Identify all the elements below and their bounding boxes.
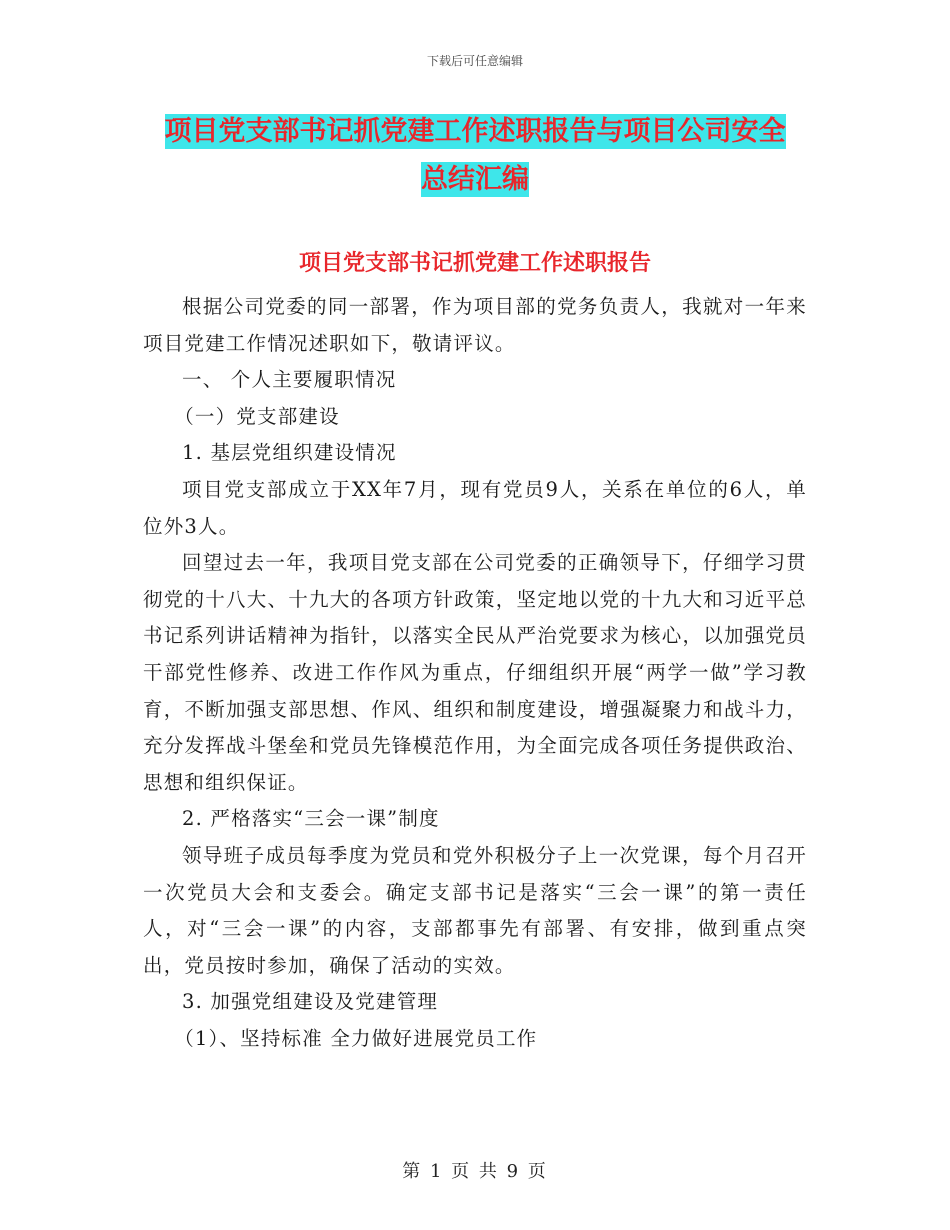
document-title-line-1: 项目党支部书记抓党建工作述职报告与项目公司安全 bbox=[164, 116, 786, 147]
document-title-line-2: 总结汇编 bbox=[421, 164, 529, 195]
header-note: 下载后可任意编辑 bbox=[426, 54, 523, 68]
paragraph-body: 回望过去一年，我项目党支部在公司党委的正确领导下，仔细学习贯彻党的十八大、十九大的各项方针政策，坚定地以党的十九大和习近平总书记系列讲话精神为指针，以落实全民从严治党要求为核心，以加强党员干部党性修养、改进工作作风为重点，仔细组织开展“两学一做”学习教育，不断加强支部思想、作风、组织和制度建设，增强凝聚力和战斗力，充分发挥战斗堡垒和党员先锋模范作用，为全面完成各项任务提供政治、思想和组织保证。 bbox=[143, 551, 807, 794]
paragraph-body: 项目党支部成立于XX年7月，现有党员9人，关系在单位的6人，单位外3人。 bbox=[143, 477, 807, 538]
heading-level-3: 1. 基层党组织建设情况 bbox=[182, 441, 397, 465]
paragraph-body: 领导班子成员每季度为党员和党外积极分子上一次党课，每个月召开一次党员大会和支委会。确定支部书记是落实“三会一课”的第一责任人，对“三会一课”的内容，支部都事先有部署、有安排，做到重点突出，党员按时参加，确保了活动的实效。 bbox=[143, 843, 807, 977]
document-title bbox=[0, 108, 950, 204]
heading-level-1: 一、 个人主要履职情况 bbox=[182, 368, 397, 392]
heading-level-4: （1）、坚持标准 全力做好进展党员工作 bbox=[174, 1026, 538, 1050]
section-title: 项目党支部书记抓党建工作述职报告 bbox=[298, 251, 651, 276]
heading-level-3: 3. 加强党组建设及党建管理 bbox=[182, 990, 439, 1014]
heading-level-2: （一）党支部建设 bbox=[174, 404, 340, 428]
paragraph-intro: 根据公司党委的同一部署，作为项目部的党务负责人，我就对一年来项目党建工作情况述职如下，敬请评议。 bbox=[143, 295, 807, 355]
document-body bbox=[143, 289, 807, 1057]
page-number-footer: 第 1 页 共 9 页 bbox=[402, 1161, 548, 1182]
heading-level-3: 2. 严格落实“三会一课”制度 bbox=[182, 807, 440, 831]
